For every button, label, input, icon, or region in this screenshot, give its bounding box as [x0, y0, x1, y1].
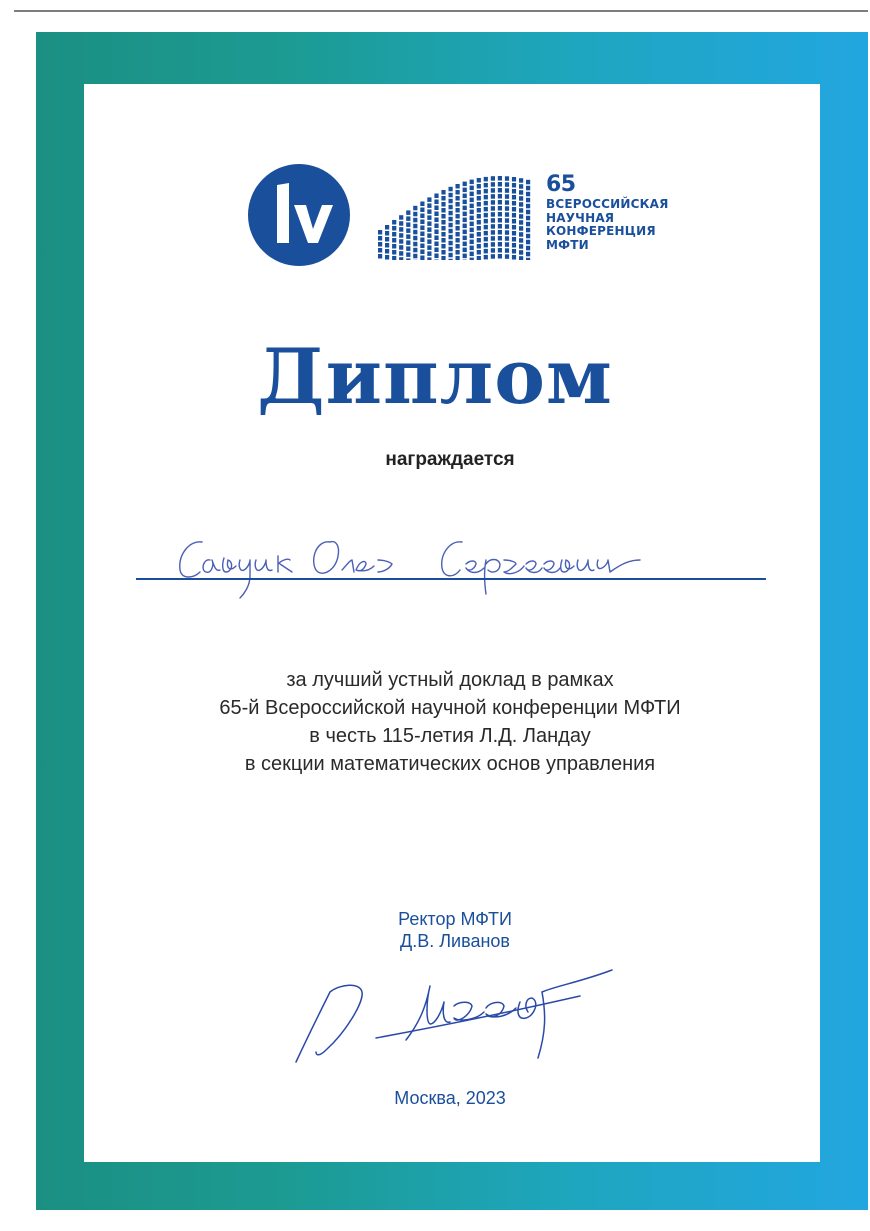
conference-number: 65 — [546, 172, 576, 197]
recipient-name-line — [136, 578, 766, 580]
diploma-title: Диплом — [257, 332, 613, 421]
reason-line: за лучший устный доклад в рамках — [286, 669, 614, 691]
conference-line: МФТИ — [546, 237, 589, 252]
reason-line: в честь 115-летия Л.Д. Ландау — [309, 725, 591, 747]
conference-line: КОНФЕРЕНЦИЯ — [546, 224, 656, 238]
reason-line: в секции математических основ управления — [244, 753, 656, 775]
reason-line: 65-й Всероссийской научной конференции МФТИ — [219, 697, 681, 719]
signature-icon — [280, 962, 620, 1072]
place-date: Москва, 2023 — [394, 1088, 506, 1108]
conference-line: НАУЧНАЯ — [546, 210, 615, 225]
scan-edge-line — [14, 10, 868, 12]
signatory-name: Д.В. Ливанов — [400, 931, 510, 951]
recipient-name-handwriting — [170, 520, 670, 605]
conference-line: ВСЕРОССИЙСКАЯ — [546, 197, 669, 211]
mipt-logo-icon — [247, 163, 351, 267]
awarded-label: награждается — [385, 449, 515, 470]
conference-block — [546, 172, 669, 252]
building-icon — [376, 172, 534, 262]
signatory-block — [0, 908, 870, 952]
signatory-title: Ректор МФТИ — [398, 909, 512, 929]
award-reason — [0, 666, 870, 778]
conference-lines — [546, 198, 669, 252]
